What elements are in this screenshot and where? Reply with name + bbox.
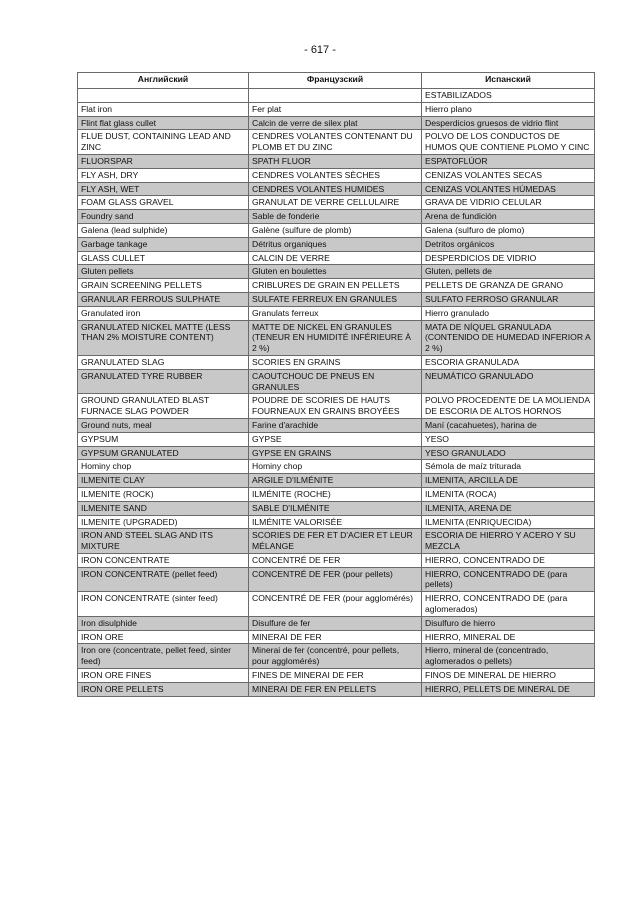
table-row bbox=[78, 682, 595, 696]
cell-french: FINES DE MINERAI DE FER bbox=[249, 669, 422, 683]
cell-french: SCORIES DE FER ET D'ACIER ET LEUR MÉLANGE bbox=[249, 529, 422, 554]
table-row bbox=[78, 223, 595, 237]
table-row bbox=[78, 306, 595, 320]
cell-spanish: Hierro, mineral de (concentrado, aglomerados o pellets) bbox=[422, 644, 595, 669]
cell-english: IRON AND STEEL SLAG AND ITS MIXTURE bbox=[78, 529, 249, 554]
cell-french: CAOUTCHOUC DE PNEUS EN GRANULES bbox=[249, 369, 422, 394]
table-row bbox=[78, 279, 595, 293]
cell-english: Foundry sand bbox=[78, 210, 249, 224]
cell-french: MATTE DE NICKEL EN GRANULES (TENEUR EN HUMIDITÉ INFÉRIEURE À 2 %) bbox=[249, 320, 422, 355]
cell-english: Garbage tankage bbox=[78, 237, 249, 251]
cell-french: ILMÉNITE (ROCHE) bbox=[249, 487, 422, 501]
cell-french: Sable de fonderie bbox=[249, 210, 422, 224]
cell-french: GYPSE EN GRAINS bbox=[249, 446, 422, 460]
table-row bbox=[78, 196, 595, 210]
cell-spanish: SULFATO FERROSO GRANULAR bbox=[422, 292, 595, 306]
cell-french: Farine d'arachide bbox=[249, 418, 422, 432]
table-header-row bbox=[78, 73, 595, 89]
cell-spanish: Sémola de maíz triturada bbox=[422, 460, 595, 474]
table-row bbox=[78, 553, 595, 567]
table-row bbox=[78, 320, 595, 355]
table-row bbox=[78, 515, 595, 529]
cell-spanish: NEUMÁTICO GRANULADO bbox=[422, 369, 595, 394]
table-row bbox=[78, 567, 595, 592]
cell-spanish: MATA DE NÍQUEL GRANULADA (CONTENIDO DE HUMEDAD INFERIOR A 2 %) bbox=[422, 320, 595, 355]
cell-spanish: ESCORIA GRANULADA bbox=[422, 355, 595, 369]
table-row bbox=[78, 355, 595, 369]
table-row bbox=[78, 89, 595, 103]
cell-french: CONCENTRÉ DE FER bbox=[249, 553, 422, 567]
cell-french: CRIBLURES DE GRAIN EN PELLETS bbox=[249, 279, 422, 293]
cell-spanish: Maní (cacahuetes), harina de bbox=[422, 418, 595, 432]
cell-english: FLUE DUST, CONTAINING LEAD AND ZINC bbox=[78, 130, 249, 155]
cell-english: IRON CONCENTRATE (pellet feed) bbox=[78, 567, 249, 592]
cell-spanish: ESCORIA DE HIERRO Y ACERO Y SU MEZCLA bbox=[422, 529, 595, 554]
table-row bbox=[78, 210, 595, 224]
table-row bbox=[78, 251, 595, 265]
cell-english: FOAM GLASS GRAVEL bbox=[78, 196, 249, 210]
cell-english: GRAIN SCREENING PELLETS bbox=[78, 279, 249, 293]
cell-french: Gluten en boulettes bbox=[249, 265, 422, 279]
cell-french: MINERAI DE FER EN PELLETS bbox=[249, 682, 422, 696]
cell-spanish: Detritos orgánicos bbox=[422, 237, 595, 251]
cell-french: SULFATE FERREUX EN GRANULES bbox=[249, 292, 422, 306]
cell-spanish: POLVO PROCEDENTE DE LA MOLIENDA DE ESCORIA DE ALTOS HORNOS bbox=[422, 394, 595, 419]
cell-english: ILMENITE (UPGRADED) bbox=[78, 515, 249, 529]
cell-french: GYPSE bbox=[249, 432, 422, 446]
cell-spanish: Hierro granulado bbox=[422, 306, 595, 320]
cell-spanish: Hierro plano bbox=[422, 102, 595, 116]
cell-english: GRANULATED SLAG bbox=[78, 355, 249, 369]
cell-french: Fer plat bbox=[249, 102, 422, 116]
cell-english: Granulated iron bbox=[78, 306, 249, 320]
cell-english: GROUND GRANULATED BLAST FURNACE SLAG POWDER bbox=[78, 394, 249, 419]
table-row bbox=[78, 394, 595, 419]
cell-english: Flat iron bbox=[78, 102, 249, 116]
table-row bbox=[78, 529, 595, 554]
header-french: Французский bbox=[249, 73, 422, 89]
table-row bbox=[78, 265, 595, 279]
cell-english: Hominy chop bbox=[78, 460, 249, 474]
cell-french: CENDRES VOLANTES CONTENANT DU PLOMB ET DU ZINC bbox=[249, 130, 422, 155]
cell-french bbox=[249, 89, 422, 103]
cell-english: ILMENITE CLAY bbox=[78, 474, 249, 488]
cell-spanish: HIERRO, PELLETS DE MINERAL DE bbox=[422, 682, 595, 696]
cell-english: FLY ASH, DRY bbox=[78, 168, 249, 182]
cell-english: IRON CONCENTRATE bbox=[78, 553, 249, 567]
cell-spanish: POLVO DE LOS CONDUCTOS DE HUMOS QUE CONTIENE PLOMO Y CINC bbox=[422, 130, 595, 155]
cell-spanish: ILMENITA (ROCA) bbox=[422, 487, 595, 501]
table-row bbox=[78, 116, 595, 130]
cell-french: Disulfure de fer bbox=[249, 616, 422, 630]
cell-spanish: ILMENITA, ARCILLA DE bbox=[422, 474, 595, 488]
cell-spanish: FINOS DE MINERAL DE HIERRO bbox=[422, 669, 595, 683]
table-row bbox=[78, 630, 595, 644]
table-row bbox=[78, 369, 595, 394]
cell-french: GRANULAT DE VERRE CELLULAIRE bbox=[249, 196, 422, 210]
cell-french: SPATH FLUOR bbox=[249, 154, 422, 168]
cell-english: GRANULATED NICKEL MATTE (LESS THAN 2% MOISTURE CONTENT) bbox=[78, 320, 249, 355]
cell-spanish: ESPATOFLÚOR bbox=[422, 154, 595, 168]
table-row bbox=[78, 432, 595, 446]
table-row bbox=[78, 292, 595, 306]
cell-french: CENDRES VOLANTES SÈCHES bbox=[249, 168, 422, 182]
cell-english: GYPSUM bbox=[78, 432, 249, 446]
cell-english: FLUORSPAR bbox=[78, 154, 249, 168]
cell-spanish: CENIZAS VOLANTES HÚMEDAS bbox=[422, 182, 595, 196]
cell-spanish: HIERRO, MINERAL DE bbox=[422, 630, 595, 644]
cell-spanish: Desperdicios gruesos de vidrio flint bbox=[422, 116, 595, 130]
table-row bbox=[78, 474, 595, 488]
cell-spanish: GRAVA DE VIDRIO CELULAR bbox=[422, 196, 595, 210]
cell-english: ILMENITE SAND bbox=[78, 501, 249, 515]
cell-spanish: DESPERDICIOS DE VIDRIO bbox=[422, 251, 595, 265]
cell-english: IRON ORE PELLETS bbox=[78, 682, 249, 696]
cell-english: FLY ASH, WET bbox=[78, 182, 249, 196]
cell-english: IRON CONCENTRATE (sinter feed) bbox=[78, 592, 249, 617]
table-row bbox=[78, 592, 595, 617]
cell-spanish: CENIZAS VOLANTES SECAS bbox=[422, 168, 595, 182]
cell-english: Iron disulphide bbox=[78, 616, 249, 630]
table-row bbox=[78, 182, 595, 196]
cell-spanish: HIERRO, CONCENTRADO DE (para aglomerados) bbox=[422, 592, 595, 617]
cell-french: CONCENTRÉ DE FER (pour agglomérés) bbox=[249, 592, 422, 617]
table-body bbox=[78, 89, 595, 697]
cell-french: Minerai de fer (concentré, pour pellets, pour agglomérés) bbox=[249, 644, 422, 669]
table-row bbox=[78, 644, 595, 669]
cell-french: Détritus organiques bbox=[249, 237, 422, 251]
cell-spanish: ILMENITA, ARENA DE bbox=[422, 501, 595, 515]
table-row bbox=[78, 501, 595, 515]
cell-french: SABLE D'ILMÉNITE bbox=[249, 501, 422, 515]
cell-french: SCORIES EN GRAINS bbox=[249, 355, 422, 369]
cell-spanish: PELLETS DE GRANZA DE GRANO bbox=[422, 279, 595, 293]
cell-french: CALCIN DE VERRE bbox=[249, 251, 422, 265]
table-row bbox=[78, 237, 595, 251]
cell-french: POUDRE DE SCORIES DE HAUTS FOURNEAUX EN GRAINS BROYÉES bbox=[249, 394, 422, 419]
cell-spanish: YESO bbox=[422, 432, 595, 446]
table-row bbox=[78, 418, 595, 432]
cell-french: MINERAI DE FER bbox=[249, 630, 422, 644]
cell-english: IRON ORE FINES bbox=[78, 669, 249, 683]
table-row bbox=[78, 154, 595, 168]
cell-spanish: ESTABILIZADOS bbox=[422, 89, 595, 103]
table-row bbox=[78, 168, 595, 182]
cell-spanish: Arena de fundición bbox=[422, 210, 595, 224]
cell-english: Galena (lead sulphide) bbox=[78, 223, 249, 237]
cell-english: IRON ORE bbox=[78, 630, 249, 644]
cell-french: ARGILE D'ILMÉNITE bbox=[249, 474, 422, 488]
table-row bbox=[78, 130, 595, 155]
cell-english: Gluten pellets bbox=[78, 265, 249, 279]
cell-french: Calcin de verre de silex plat bbox=[249, 116, 422, 130]
table-row bbox=[78, 487, 595, 501]
cell-english bbox=[78, 89, 249, 103]
translation-table bbox=[77, 72, 595, 697]
cell-french: ILMÉNITE VALORISÉE bbox=[249, 515, 422, 529]
cell-english: GRANULATED TYRE RUBBER bbox=[78, 369, 249, 394]
table-row bbox=[78, 616, 595, 630]
cell-english: Ground nuts, meal bbox=[78, 418, 249, 432]
cell-spanish: HIERRO, CONCENTRADO DE bbox=[422, 553, 595, 567]
table-row bbox=[78, 446, 595, 460]
cell-spanish: Galena (sulfuro de plomo) bbox=[422, 223, 595, 237]
cell-spanish: Disulfuro de hierro bbox=[422, 616, 595, 630]
cell-english: ILMENITE (ROCK) bbox=[78, 487, 249, 501]
cell-english: GYPSUM GRANULATED bbox=[78, 446, 249, 460]
cell-french: CENDRES VOLANTES HUMIDES bbox=[249, 182, 422, 196]
header-spanish: Испанский bbox=[422, 73, 595, 89]
cell-spanish: ILMENITA (ENRIQUECIDA) bbox=[422, 515, 595, 529]
cell-english: GRANULAR FERROUS SULPHATE bbox=[78, 292, 249, 306]
cell-spanish: Gluten, pellets de bbox=[422, 265, 595, 279]
cell-english: Iron ore (concentrate, pellet feed, sinter feed) bbox=[78, 644, 249, 669]
cell-french: Hominy chop bbox=[249, 460, 422, 474]
cell-english: Flint flat glass cullet bbox=[78, 116, 249, 130]
cell-french: Granulats ferreux bbox=[249, 306, 422, 320]
cell-spanish: YESO GRANULADO bbox=[422, 446, 595, 460]
cell-english: GLASS CULLET bbox=[78, 251, 249, 265]
table-row bbox=[78, 460, 595, 474]
header-english: Английский bbox=[78, 73, 249, 89]
cell-french: CONCENTRÉ DE FER (pour pellets) bbox=[249, 567, 422, 592]
table-row bbox=[78, 669, 595, 683]
cell-french: Galène (sulfure de plomb) bbox=[249, 223, 422, 237]
page-number: - 617 - bbox=[304, 44, 336, 56]
cell-spanish: HIERRO, CONCENTRADO DE (para pellets) bbox=[422, 567, 595, 592]
table-row bbox=[78, 102, 595, 116]
